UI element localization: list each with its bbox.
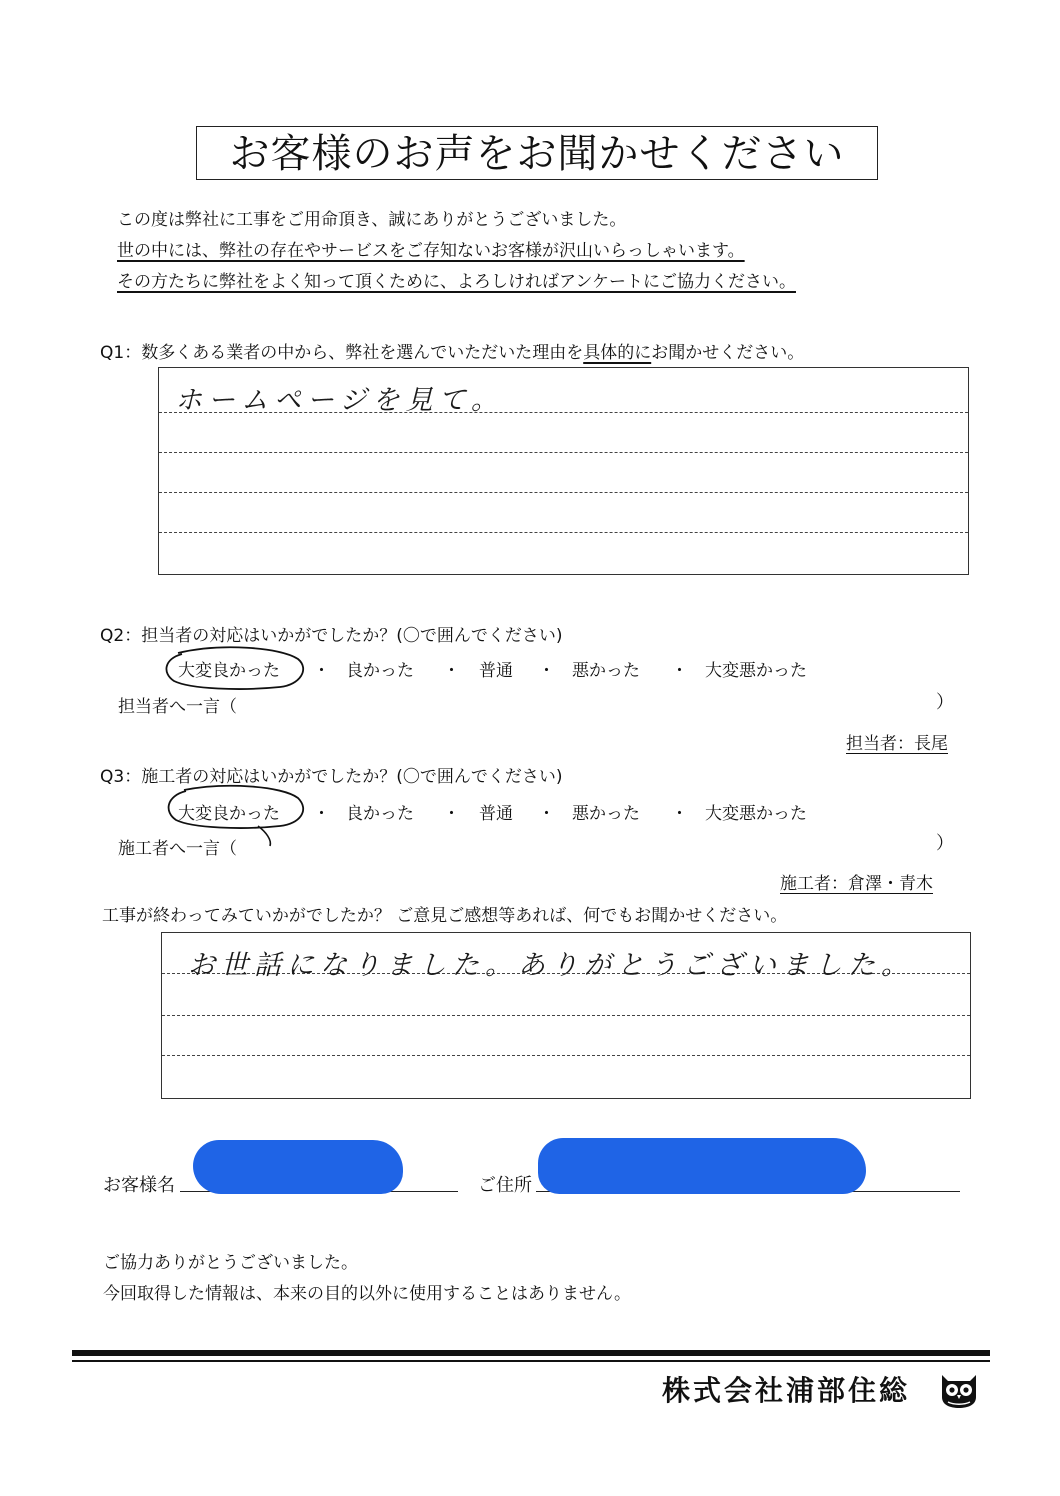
- intro-line-3: その方たちに弊社をよく知って頂くために、よろしければアンケートにご協力ください。: [117, 272, 796, 292]
- customer-name-label: お客様名: [103, 1175, 175, 1196]
- q3-sep-4: ・: [671, 804, 688, 824]
- q2-sep-2: ・: [443, 661, 460, 681]
- q3-comment-close: ）: [936, 833, 954, 854]
- q2-staff-name: 担当者：長尾: [846, 734, 948, 754]
- intro-line-2: 世の中には、弊社の存在やサービスをご存知ないお客様が沢山いらっしゃいます。: [117, 241, 745, 261]
- q3-rating-2[interactable]: 良かった: [346, 804, 414, 824]
- q3-sep-2: ・: [443, 804, 460, 824]
- page-title: お客様のお声をお聞かせください: [196, 126, 878, 180]
- q4-question: 工事が終わってみていかがでしたか？ ご意見ご感想等あれば、何でもお聞かせください。: [102, 906, 788, 926]
- q3-text: 施工者の対応はいかがでしたか？(〇で囲んでください): [141, 767, 563, 787]
- q3-sep-3: ・: [538, 804, 555, 824]
- q3-rating-3[interactable]: 普通: [479, 804, 513, 824]
- q1-question: [100, 343, 804, 363]
- q2-label: Q2：: [100, 626, 142, 646]
- q1-text-end: お聞かせください。: [651, 343, 805, 363]
- q4-answer-box[interactable]: [161, 932, 971, 1099]
- q2-rating-5[interactable]: 大変悪かった: [705, 661, 807, 681]
- q2-text: 担当者の対応はいかがでしたか？(〇で囲んでください): [141, 626, 563, 646]
- q2-comment-label: 担当者へ一言（: [118, 697, 237, 717]
- q3-comment-label: 施工者へ一言（: [118, 839, 237, 859]
- intro-line-1: この度は弊社に工事をご用命頂き、誠にありがとうございました。: [117, 210, 627, 230]
- q2-comment-close: ）: [936, 692, 954, 713]
- q1-text: 数多くある業者の中から、弊社を選んでいただいた理由を: [141, 343, 584, 363]
- q2-question: [100, 626, 562, 646]
- q2-rating-3[interactable]: 普通: [479, 661, 513, 681]
- q2-rating-4[interactable]: 悪かった: [572, 661, 640, 681]
- q3-rating-5[interactable]: 大変悪かった: [705, 804, 807, 824]
- q2-sep-1: ・: [313, 661, 330, 681]
- q2-rating-2[interactable]: 良かった: [346, 661, 414, 681]
- footer-rule-thick: [72, 1350, 990, 1356]
- q1-label: Q1：: [100, 343, 142, 363]
- owl-logo-icon: [938, 1369, 980, 1409]
- footer-rule-thin: [72, 1360, 990, 1362]
- q1-emphasis: 具体的に: [583, 343, 652, 363]
- company-name: 株式会社浦部住総: [662, 1374, 911, 1407]
- customer-name-redaction: [193, 1140, 403, 1194]
- address-label: ご住所: [478, 1175, 532, 1196]
- q3-staff-name: 施工者：倉澤・青木: [780, 874, 933, 894]
- q3-rating-1[interactable]: 大変良かった: [178, 804, 280, 824]
- q3-label: Q3：: [100, 767, 142, 787]
- footer-privacy: 今回取得した情報は、本来の目的以外に使用することはありません。: [103, 1284, 632, 1304]
- q3-rating-4[interactable]: 悪かった: [572, 804, 640, 824]
- q1-answer-handwriting: ホームページを見て。: [175, 385, 504, 416]
- q1-answer-box[interactable]: [158, 367, 969, 575]
- q3-sep-1: ・: [313, 804, 330, 824]
- q2-rating-1[interactable]: 大変良かった: [178, 661, 280, 681]
- q2-sep-4: ・: [671, 661, 688, 681]
- q4-answer-handwriting: お世話になりました。ありがとうございました。: [188, 950, 914, 981]
- q2-sep-3: ・: [538, 661, 555, 681]
- footer-thanks: ご協力ありがとうございました。: [103, 1253, 358, 1273]
- address-redaction: [538, 1138, 866, 1194]
